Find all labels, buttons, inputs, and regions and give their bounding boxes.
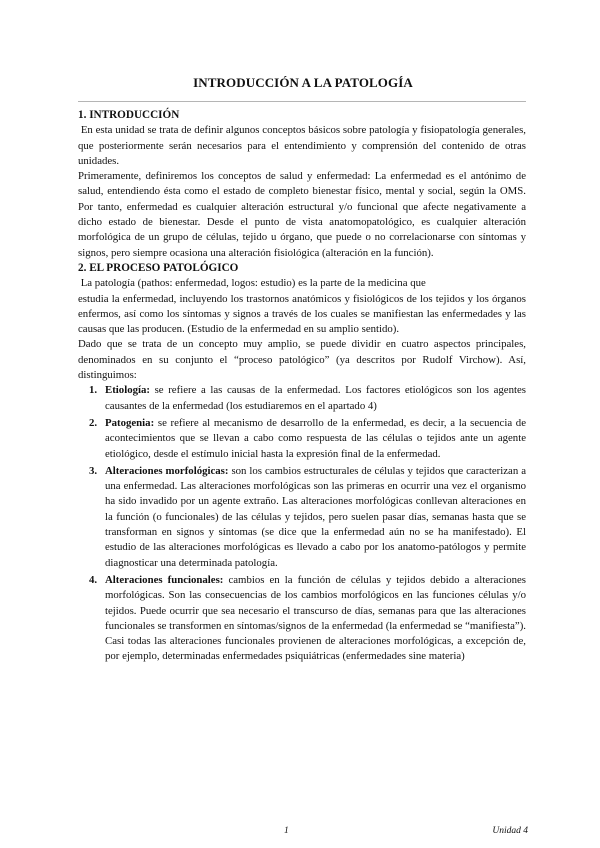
list-item-term: Alteraciones morfológicas:	[105, 464, 229, 477]
list-item-term: Etiología:	[105, 384, 150, 397]
page-number: 1	[284, 826, 289, 836]
list-item-text: cambios en la función de células y tejidos debido a alteraciones morfológicas. Son las consecuencias de los cambios morfológicos en las funciones células y/o tejidos. Puede ocurrir que sea necesario el transcurso de días, semanas para que las alteraciones funcionales se transformen en síntomas/signos de la enfermedad (la enfermedad se “manifiesta”). Casi todas las alteraciones funcionales provienen de alteraciones morfológicas, a excepción de, por ejemplo, determinadas enfermedades psiquiátricas (enfermedades sine materia)	[105, 573, 526, 663]
section-1-paragraph-1: En esta unidad se trata de definir algunos conceptos básicos sobre patología y fisiopatología generales, que posteriormente serán necesarios para el entendimiento y comprensión del contenido de otras unidades.	[78, 124, 527, 167]
list-item-number: 4.	[89, 573, 98, 586]
list-item-text: son los cambios estructurales de células y tejidos que caracterizan a una enfermedad. Las alteraciones morfológicas son las primeras en ocurrir una vez el organismo ha sido invadido por un agente extraño. Las alteraciones morfológicas conllevan alteraciones en la función (o funcionales) de las células y tejidos, pero suelen pasar días, semanas hasta que se transforman en signos y síntomas (se dice que la enfermedad aún no se ha manifestado). El estudio de las alteraciones morfológicas es llevado a cabo por los anatomo-patólogos y permite diagnosticar una determinada patología.	[105, 464, 526, 569]
list-item	[78, 464, 526, 571]
section-1-heading: 1. INTRODUCCIÓN	[78, 109, 180, 121]
list-item	[78, 383, 526, 414]
list-item-number: 3.	[89, 464, 98, 477]
section-2-paragraph-1a: La patología (pathos: enfermedad, logos: estudio) es la parte de la medicina que	[80, 277, 426, 290]
section-2-paragraph-2: Dado que se trata de un concepto muy amplio, se puede dividir en cuatro aspectos principales, denominados en su conjunto el “proceso patológico” (ya descritos por Rudolf Virchow). Así, distinguimos:	[78, 338, 526, 382]
unit-label: Unidad 4	[492, 826, 528, 836]
list-item-term: Alteraciones funcionales:	[105, 573, 224, 586]
list-item	[78, 416, 526, 462]
list-item-text: se refiere a las causas de la enfermedad. Los factores etiológicos son los agentes causantes de la enfermedad (los estudiaremos en el apartado 4)	[105, 384, 526, 412]
section-2-paragraph-1b: estudia la enfermedad, incluyendo los trastornos anatómicos y fisiológicos de los tejidos y los órganos enfermos, así como los síntomas y signos a través de los cuales se manifiestan las enfermedades y las causas que las producen. (Estudio de la enfermedad en su amplio sentido).	[78, 292, 526, 336]
document-body	[78, 108, 526, 667]
list-item-term: Patogenia:	[105, 416, 155, 429]
list-item-number: 1.	[89, 384, 98, 397]
document-title: INTRODUCCIÓN A LA PATOLOGÍA	[193, 75, 413, 90]
list-item-text: se refiere al mecanismo de desarrollo de la enfermedad, es decir, a la secuencia de acontecimientos que se llevan a cabo como respuesta de las células o tejidos ante un agente etiológico, desde el estímulo inicial hasta la expresión final de la enfermedad.	[105, 416, 526, 460]
list-item	[78, 573, 526, 665]
pathologic-process-list	[78, 383, 526, 664]
title-divider	[78, 101, 526, 102]
list-item-number: 2.	[89, 416, 98, 429]
section-2-heading: 2. EL PROCESO PATOLÓGICO	[78, 261, 239, 274]
section-1-paragraph-2: Primeramente, definiremos los conceptos de salud y enfermedad: La enfermedad es el antónimo de salud, entendiendo ésta como el estado de completo bienestar físico, mental y social, según la OMS. Por tanto, enfermedad es cualquier alteración estructural y/o funcional que afecte negativamente a dicho estado de bienestar. Desde el punto de vista anatomopatológico, es cualquier alteración morfológica de un grupo de células, tejido u órgano, que puede o no correlacionarse con síntomas y signos, pero siempre ocasiona una alteración fisiológica (alteración en la función).	[78, 170, 526, 259]
